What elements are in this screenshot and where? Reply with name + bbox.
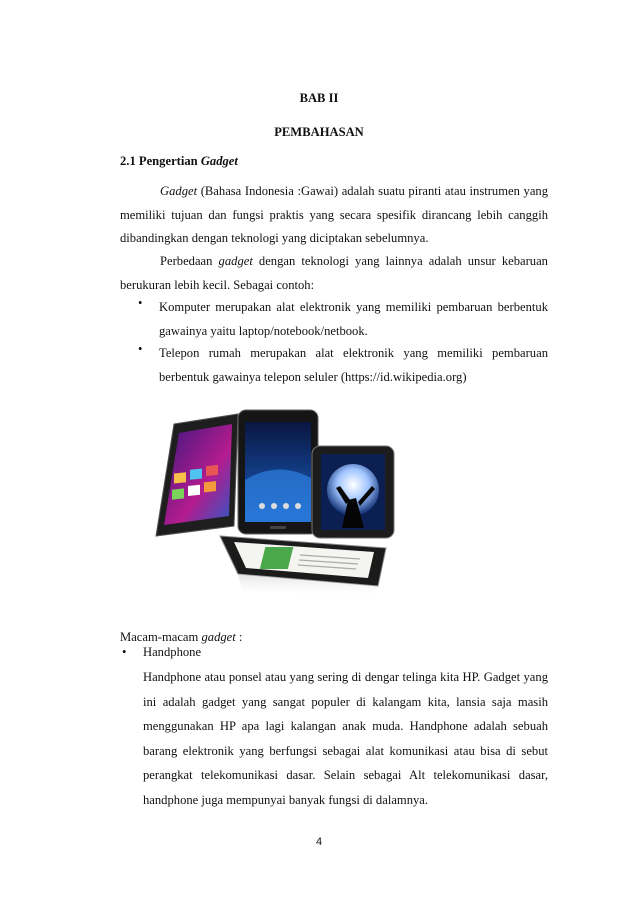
- bullet-line: Komputer merupakan alat elektronik yang memiliki pembaruan berbentuk: [159, 300, 548, 314]
- handphone-paragraph: [143, 665, 548, 812]
- gadget-term: Gadget: [160, 184, 198, 198]
- chapter-title: BAB II: [299, 91, 339, 105]
- bullet-item-telephone: [159, 342, 548, 389]
- tablets-image: [150, 408, 395, 598]
- types-heading-post: :: [235, 630, 243, 644]
- bullet-line: berbentuk gawainya telepon seluler (https://id.wikipedia.org): [159, 369, 467, 384]
- bullet-glyph: •: [138, 296, 143, 310]
- paragraph2-line2: berukuran lebih kecil. Sebagai contoh:: [120, 277, 315, 292]
- bullet-line: Telepon rumah merupakan alat elektronik yang memiliki pembaruan: [159, 346, 548, 360]
- paragraph1-line3: dibandingkan dengan teknologi yang diciptakan sebelumnya.: [120, 231, 429, 245]
- handphone-line: perangkat telekomunikasi dasar. Selain sebagai Alt telekomunikasi dasar,: [143, 768, 548, 782]
- page-number: 4: [315, 836, 323, 848]
- types-heading: [120, 630, 242, 645]
- tablet-front: [220, 536, 386, 598]
- handphone-line: handphone juga mempunyai banyak fungsi di dalamnya.: [143, 792, 429, 807]
- gadget-term: gadget: [201, 630, 236, 644]
- section-heading: [120, 154, 238, 169]
- bullet-glyph: •: [138, 342, 143, 356]
- section-number: 2.1 Pengertian: [120, 154, 198, 168]
- handphone-line: barang elektronik yang berfungsi sebagai alat komunikasi atau bisa di sebut: [143, 743, 548, 758]
- tablet-right: [312, 446, 394, 538]
- paragraph1-line2: memiliki tujuan dan fungsi praktis yang secara spesifik dirancang lebih canggih: [120, 207, 548, 222]
- paragraph1-line1: (Bahasa Indonesia :Gawai) adalah suatu piranti atau instrumen yang: [197, 184, 548, 198]
- paragraph2-pre: Perbedaan: [160, 254, 219, 268]
- handphone-line: menggunakan HP apa lagi kalangan anak muda. Handphone adalah sebuah: [143, 719, 548, 733]
- tablet-middle: [238, 410, 318, 534]
- gadget-term: gadget: [218, 254, 253, 268]
- handphone-line: ini adalah gadget yang sangat populer di kalangam kita, lansia saja masih: [143, 694, 548, 709]
- bullet-glyph: •: [122, 645, 127, 659]
- paragraph-gadget-difference: [120, 250, 548, 297]
- section-term: Gadget: [200, 154, 238, 168]
- bullet-item-computer: [159, 296, 548, 343]
- paragraph-gadget-definition: [120, 180, 548, 251]
- chapter-subtitle: PEMBAHASAN: [274, 125, 364, 139]
- handphone-line: Handphone atau ponsel atau yang sering di dengar telinga kita HP. Gadget yang: [143, 670, 548, 684]
- types-heading-pre: Macam-macam: [120, 630, 202, 644]
- handphone-heading: Handphone: [143, 645, 202, 659]
- paragraph2-line1: dengan teknologi yang lainnya adalah unsur kebaruan: [252, 254, 548, 268]
- bullet-line: gawainya yaitu laptop/notebook/netbook.: [159, 323, 368, 338]
- tablet-left: [156, 414, 238, 536]
